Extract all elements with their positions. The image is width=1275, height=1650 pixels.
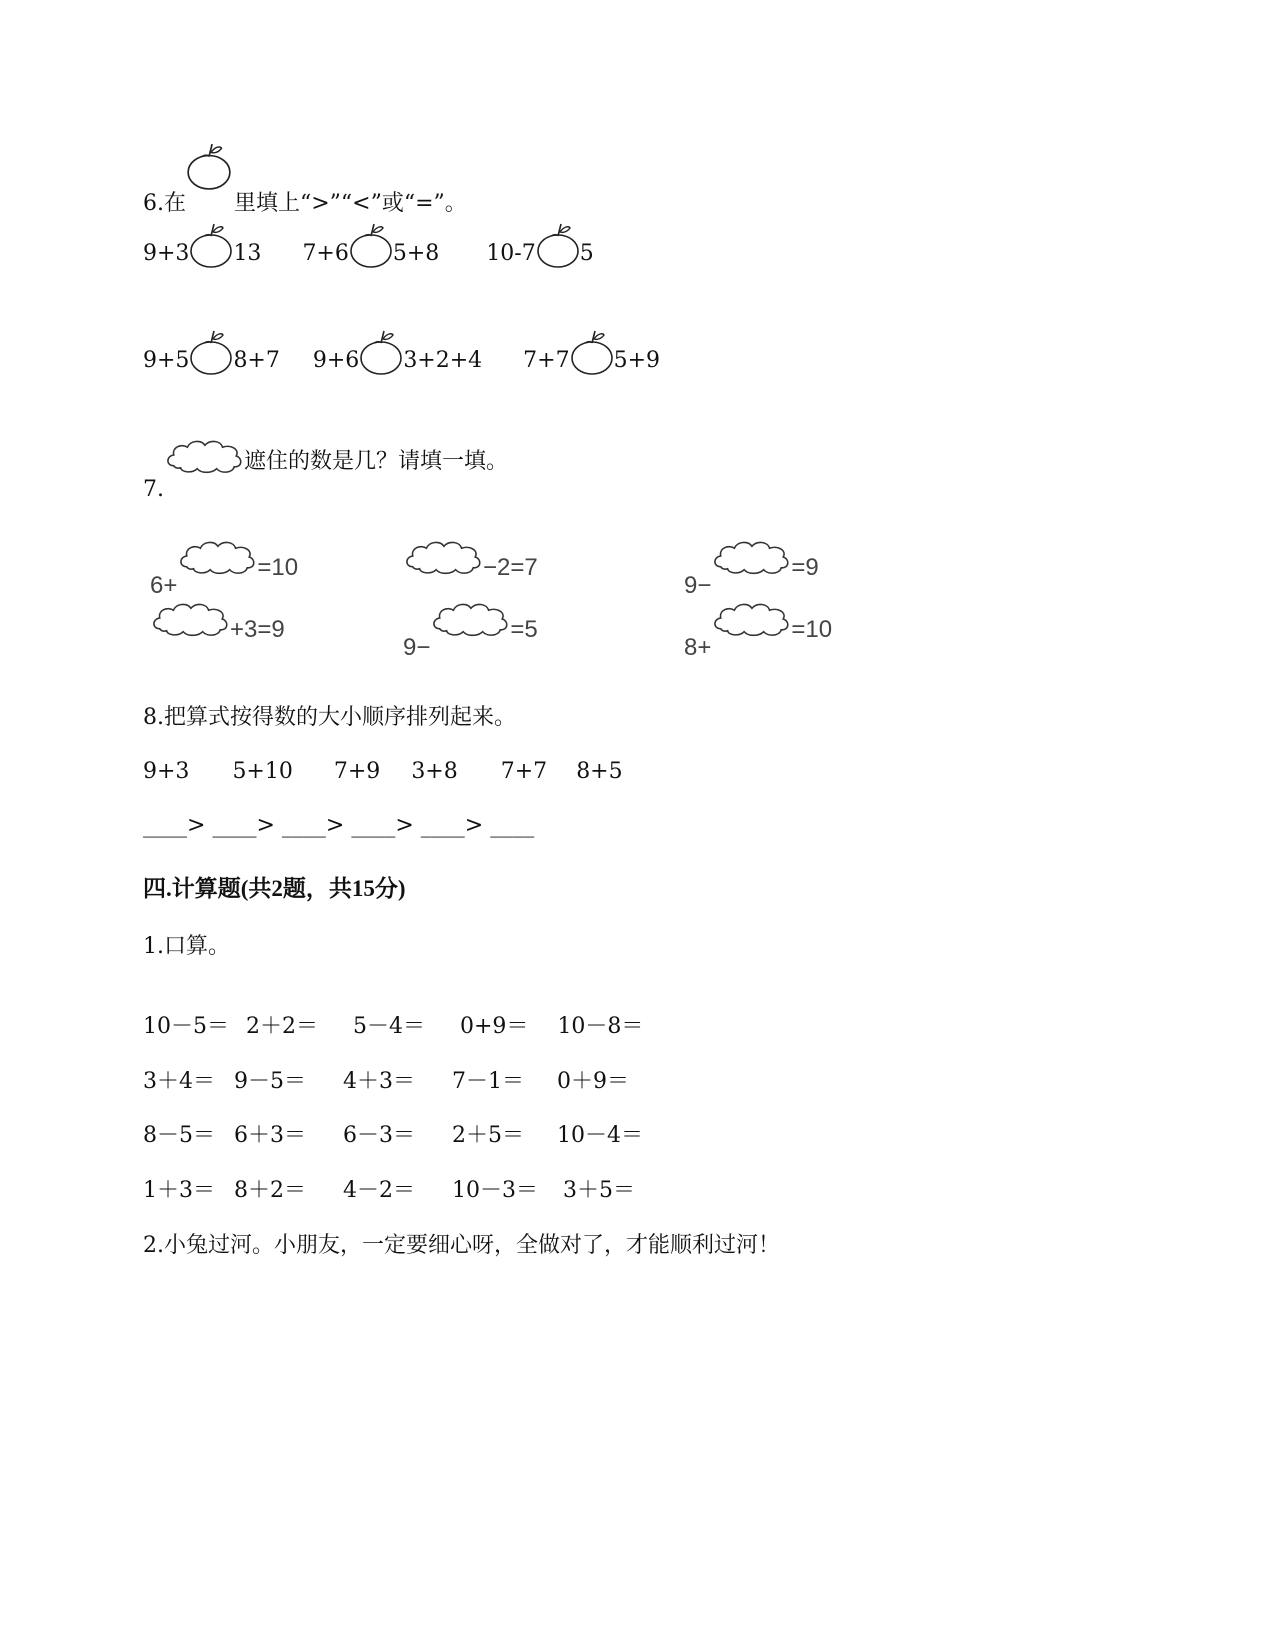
calc-item: 3＋5＝: [563, 1178, 635, 1203]
q7-item: [150, 537, 299, 599]
expression: 7+9: [333, 759, 381, 784]
calc-item: 1＋3＝: [143, 1178, 215, 1203]
expression: 5+10: [232, 759, 293, 784]
answer-blank[interactable]: ____: [281, 813, 326, 838]
eq-before: 6+: [150, 572, 178, 599]
calc-item: 8－5＝: [143, 1123, 215, 1148]
compare-left: 9+6: [312, 348, 360, 373]
q7-item: [403, 537, 538, 584]
expression: 9+3: [143, 759, 190, 784]
q6-row2: [143, 329, 660, 375]
eq-before: 8+: [684, 634, 712, 661]
section-heading: 四.计算题(共2题，共15分): [143, 876, 406, 901]
gt-sign: >: [256, 813, 275, 838]
q7-suffix: 遮住的数是几？请填一填。: [244, 449, 509, 474]
calc-item: 3＋4＝: [143, 1069, 215, 1094]
compare-right: 5+9: [613, 348, 661, 373]
calc-item: 8＋2＝: [234, 1178, 306, 1203]
q8-answer-line: [143, 812, 534, 840]
q8-expressions: [143, 758, 623, 786]
calc-item: 2＋2＝: [246, 1014, 318, 1039]
eq-after: =5: [510, 616, 538, 643]
q6-row1: [143, 222, 594, 268]
calc-item: 0＋9＝: [557, 1069, 629, 1094]
answer-blank[interactable]: ____: [490, 813, 535, 838]
apple-icon: [186, 142, 232, 190]
q8-title: 8.把算式按得数的大小顺序排列起来。: [143, 705, 516, 730]
q7-item: [150, 599, 285, 646]
calc-item: 0+9＝: [460, 1014, 529, 1039]
answer-blank[interactable]: ____: [420, 813, 465, 838]
expression: 3+8: [411, 759, 458, 784]
calc-item: 7－1＝: [452, 1069, 524, 1094]
cloud-blank-icon[interactable]: [403, 537, 483, 577]
eq-after: =10: [257, 554, 299, 581]
oral-calc-title: 1.口算。: [143, 934, 230, 959]
compare-right: 5: [579, 241, 594, 266]
compare-right: 3+2+4: [403, 348, 483, 373]
calc-item: 6＋3＝: [234, 1123, 306, 1148]
expression: 8+5: [576, 759, 623, 784]
calc-item: 4＋3＝: [343, 1069, 415, 1094]
oral-calc-row: [143, 1122, 643, 1150]
answer-blank[interactable]: ____: [351, 813, 396, 838]
compare-item: [143, 241, 268, 266]
answer-blank[interactable]: ____: [212, 813, 257, 838]
compare-item: [313, 348, 489, 373]
calc-item: 10－4＝: [557, 1123, 643, 1148]
compare-right: 5+8: [392, 241, 440, 266]
compare-item: [523, 348, 660, 373]
compare-right: 13: [233, 241, 262, 266]
gt-sign: >: [395, 813, 414, 838]
q6-prefix: 6.在: [143, 191, 186, 216]
calc-item: 10－3＝: [452, 1178, 538, 1203]
cloud-icon: [164, 436, 244, 476]
gt-sign: >: [187, 813, 206, 838]
cloud-blank-icon[interactable]: [150, 599, 230, 639]
apple-blank-icon[interactable]: [189, 222, 233, 268]
compare-item: [486, 241, 593, 266]
compare-left: 7+6: [302, 241, 349, 266]
compare-item: [302, 241, 446, 266]
q6-prompt: [143, 142, 467, 216]
rabbit-question-title: 2.小兔过河。小朋友，一定要细心呀，全做对了，才能顺利过河！: [143, 1233, 780, 1258]
cloud-blank-icon[interactable]: [430, 599, 510, 639]
compare-item: [143, 348, 287, 373]
compare-left: 7+7: [523, 348, 570, 373]
apple-blank-icon[interactable]: [536, 222, 580, 268]
q7-prompt: [143, 436, 509, 502]
calc-item: 10－5＝: [143, 1014, 229, 1039]
eq-after: =10: [791, 616, 833, 643]
apple-blank-icon[interactable]: [349, 222, 393, 268]
apple-blank-icon[interactable]: [359, 329, 403, 375]
cloud-blank-icon[interactable]: [711, 537, 791, 577]
q7-item: [684, 537, 819, 599]
q7-prefix: 7.: [143, 477, 164, 502]
oral-calc-row: [143, 1177, 635, 1205]
cloud-blank-icon[interactable]: [177, 537, 257, 577]
oral-calc-row: [143, 1013, 643, 1041]
eq-after: +3=9: [230, 616, 285, 643]
apple-blank-icon[interactable]: [189, 329, 233, 375]
q7-item: [684, 599, 833, 661]
compare-left: 9+3: [143, 241, 190, 266]
compare-right: 8+7: [233, 348, 280, 373]
calc-item: 2＋5＝: [452, 1123, 524, 1148]
apple-blank-icon[interactable]: [570, 329, 614, 375]
eq-after: −2=7: [483, 554, 538, 581]
expression: 7+7: [500, 759, 548, 784]
calc-item: 5－4＝: [353, 1014, 425, 1039]
gt-sign: >: [464, 813, 484, 838]
answer-blank[interactable]: ____: [143, 813, 187, 838]
q7-item: [403, 599, 538, 661]
compare-left: 9+5: [143, 348, 190, 373]
eq-before: 9−: [684, 572, 712, 599]
calc-item: 4－2＝: [343, 1178, 415, 1203]
compare-left: 10-7: [486, 241, 536, 266]
calc-item: 6－3＝: [343, 1123, 415, 1148]
eq-after: =9: [791, 554, 819, 581]
calc-item: 10－8＝: [557, 1014, 644, 1039]
oral-calc-row: [143, 1068, 629, 1096]
calc-item: 9－5＝: [234, 1069, 306, 1094]
eq-before: 9−: [403, 634, 431, 661]
q6-suffix: 里填上“>”“<”或“=”。: [234, 191, 467, 216]
cloud-blank-icon[interactable]: [711, 599, 791, 639]
gt-sign: >: [325, 813, 345, 838]
